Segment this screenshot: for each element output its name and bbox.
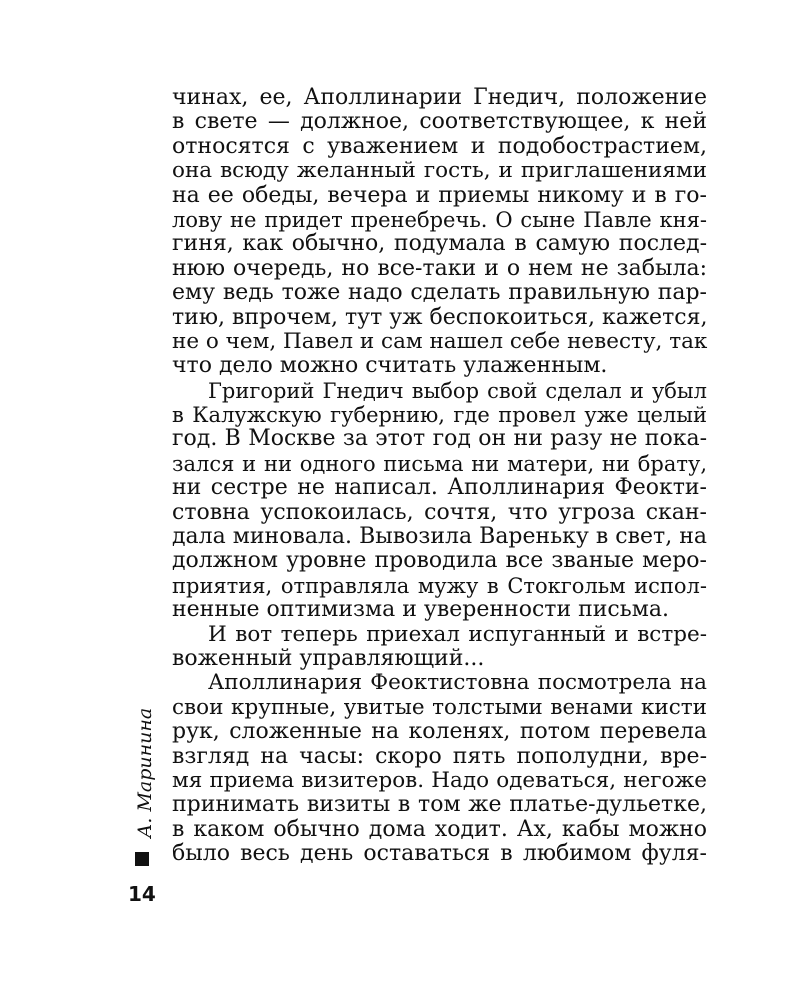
text-line: взгляд на часы: скоро пять пополудни, вре- [172,743,707,769]
text-line: гиня, как обычно, подумала в самую послед- [172,231,707,257]
text-line: лову не придет пренебречь. О сыне Павле кня- [172,207,707,232]
running-head-author: А. Маринина [134,707,156,838]
text-line: нюю очередь, но все-таки и о нем не забыла: [172,255,707,281]
text-line: что дело можно считать улаженным. [172,353,608,379]
text-line: относятся с уважением и подобострастием, [172,133,707,159]
text-line: ему ведь тоже надо сделать правильную пар- [172,280,707,306]
text-line: ненные оптимизма и уверенности письма. [172,597,669,623]
text-line: в каком обычно дома ходит. Ах, кабы можно [172,816,707,842]
text-line: она всюду желанный гость, и приглашениями [172,158,707,184]
text-line: рук, сложенные на коленях, потом перевела [172,719,707,745]
text-line: воженный управляющий... [172,645,485,671]
text-line: год. В Москве за этот год он ни разу не пока- [172,426,707,452]
text-line: Григорий Гнедич выбор свой сделал и убыл [208,378,707,403]
text-line: приятия, отправляла мужу в Стокгольм испол- [172,573,707,598]
text-line: не о чем, Павел и сам нашел себе невесту, так [172,328,708,354]
body-text [172,86,707,867]
text-line: Аполлинария Феоктистовна посмотрела на [208,670,707,696]
page-number: 14 [128,882,156,906]
text-line: зался и ни одного письма ни матери, ни брату, [172,451,707,476]
text-line: тию, впрочем, тут уж беспокоиться, кажется, [172,304,708,330]
text-line: чинах, ее, Аполлинарии Гнедич, положение [172,85,707,110]
square-marker-icon [135,852,149,866]
text-line: на ее обеды, вечера и приемы никому и в го- [172,182,707,208]
text-line: И вот теперь приехал испуганный и встре- [208,621,707,647]
text-line: ни сестре не написал. Аполлинария Феокти- [172,475,707,501]
text-line: было весь день оставаться в любимом фуля- [172,841,707,867]
text-line: свои крупные, увитые толстыми венами кисти [172,694,707,720]
text-line: должном уровне проводила все званые меро- [172,548,707,574]
text-line: мя приема визитеров. Надо одеваться, негоже [172,767,707,793]
text-line: принимать визиты в том же платье-дульетке, [172,792,707,818]
text-line: в Калужскую губернию, где провел уже целый [172,403,707,428]
text-line: дала миновала. Вывозила Вареньку в свет, на [172,524,707,550]
text-line: стовна успокоилась, сочтя, что угроза скан- [172,499,707,525]
text-line: в свете — должное, соответствующее, к ней [172,109,707,135]
